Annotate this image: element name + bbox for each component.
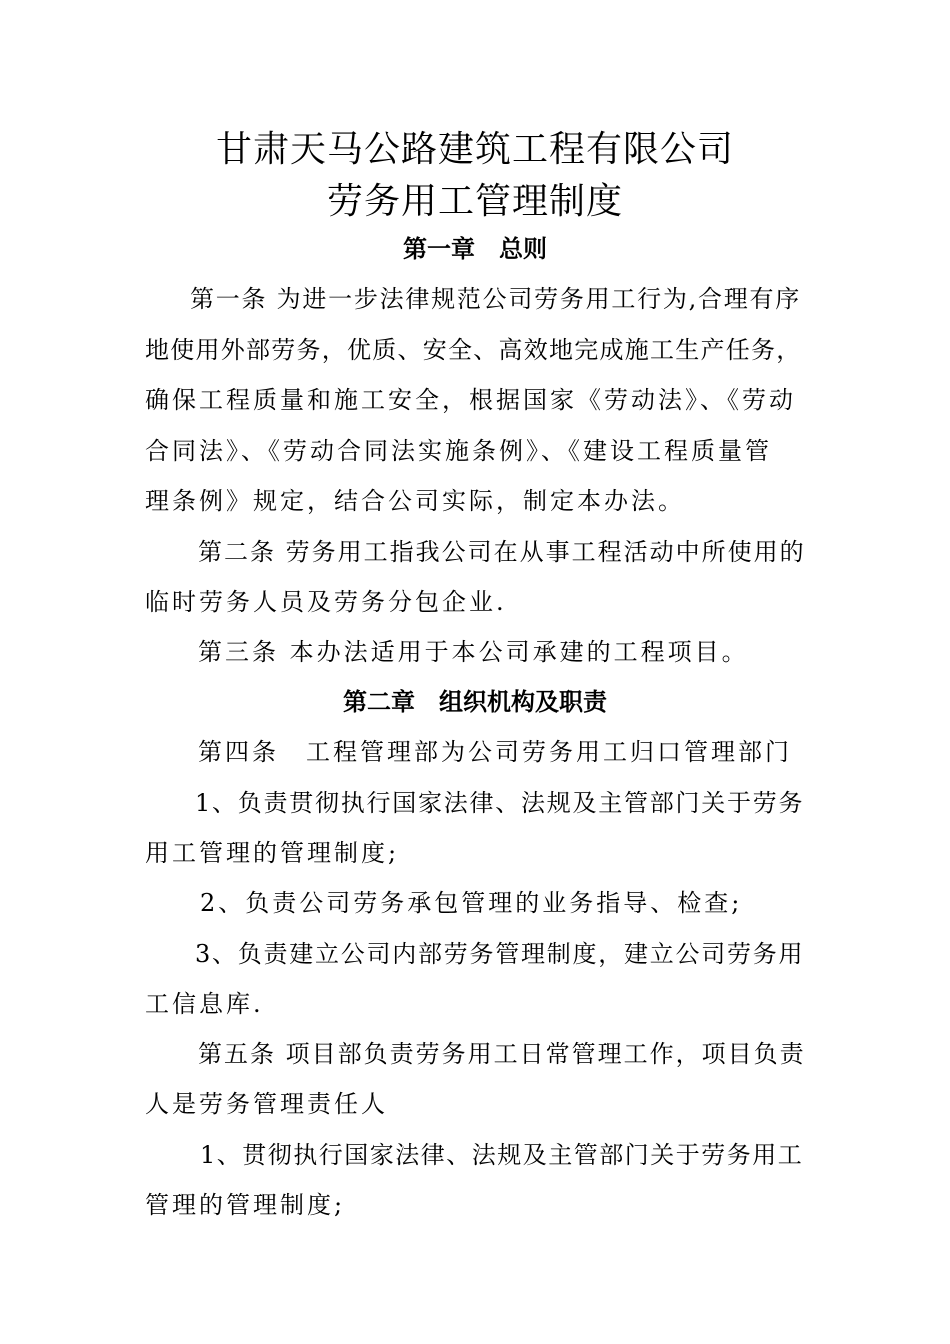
article-3-line-1: 第三条 本办法适用于本公司承建的工程项目。 bbox=[198, 638, 749, 666]
article-2-line-1: 第二条 劳务用工指我公司在从事工程活动中所使用的 bbox=[198, 538, 806, 566]
article-4-item-1-line-2: 用工管理的管理制度; bbox=[145, 839, 400, 867]
article-4-item-1-line-1: 1、负责贯彻执行国家法律、法规及主管部门关于劳务 bbox=[195, 789, 805, 817]
document-title-policy: 劳务用工管理制度 bbox=[326, 181, 623, 222]
document-title-company: 甘肃天马公路建筑工程有限公司 bbox=[215, 129, 734, 170]
article-2-line-2: 临时劳务人员及劳务分包企业. bbox=[145, 588, 507, 616]
article-4-heading: 第四条 工程管理部为公司劳务用工归口管理部门 bbox=[198, 738, 792, 766]
chapter-heading-general: 第一章 总则 bbox=[403, 234, 547, 263]
article-1-line-2: 地使用外部劳务，优质、安全、高效地完成施工生产任务， bbox=[145, 336, 802, 364]
article-5-item-1-line-1: 1、贯彻执行国家法律、法规及主管部门关于劳务用工 bbox=[200, 1141, 804, 1169]
article-1-line-3: 确保工程质量和施工安全，根据国家《劳动法》、《劳动 bbox=[145, 386, 796, 414]
article-1-line-1: 第一条 为进一步法律规范公司劳务用工行为,合理有序 bbox=[190, 285, 802, 313]
article-4-item-3-line-2: 工信息库. bbox=[145, 990, 264, 1018]
article-4-item-2: 2、负责公司劳务承包管理的业务指导、检查; bbox=[200, 889, 743, 917]
article-5-line-1: 第五条 项目部负责劳务用工日常管理工作，项目负责 bbox=[198, 1040, 806, 1068]
article-5-line-2: 人是劳务管理责任人 bbox=[145, 1090, 388, 1118]
article-5-item-1-line-2: 管理的管理制度; bbox=[145, 1191, 346, 1219]
article-1-line-5: 理条例》规定，结合公司实际，制定本办法。 bbox=[145, 487, 685, 515]
article-4-item-3-line-1: 3、负责建立公司内部劳务管理制度，建立公司劳务用 bbox=[195, 940, 805, 968]
chapter-heading-organization: 第二章 组织机构及职责 bbox=[343, 687, 607, 716]
article-1-line-4: 合同法》、《劳动合同法实施条例》、《建设工程质量管 bbox=[145, 437, 772, 465]
